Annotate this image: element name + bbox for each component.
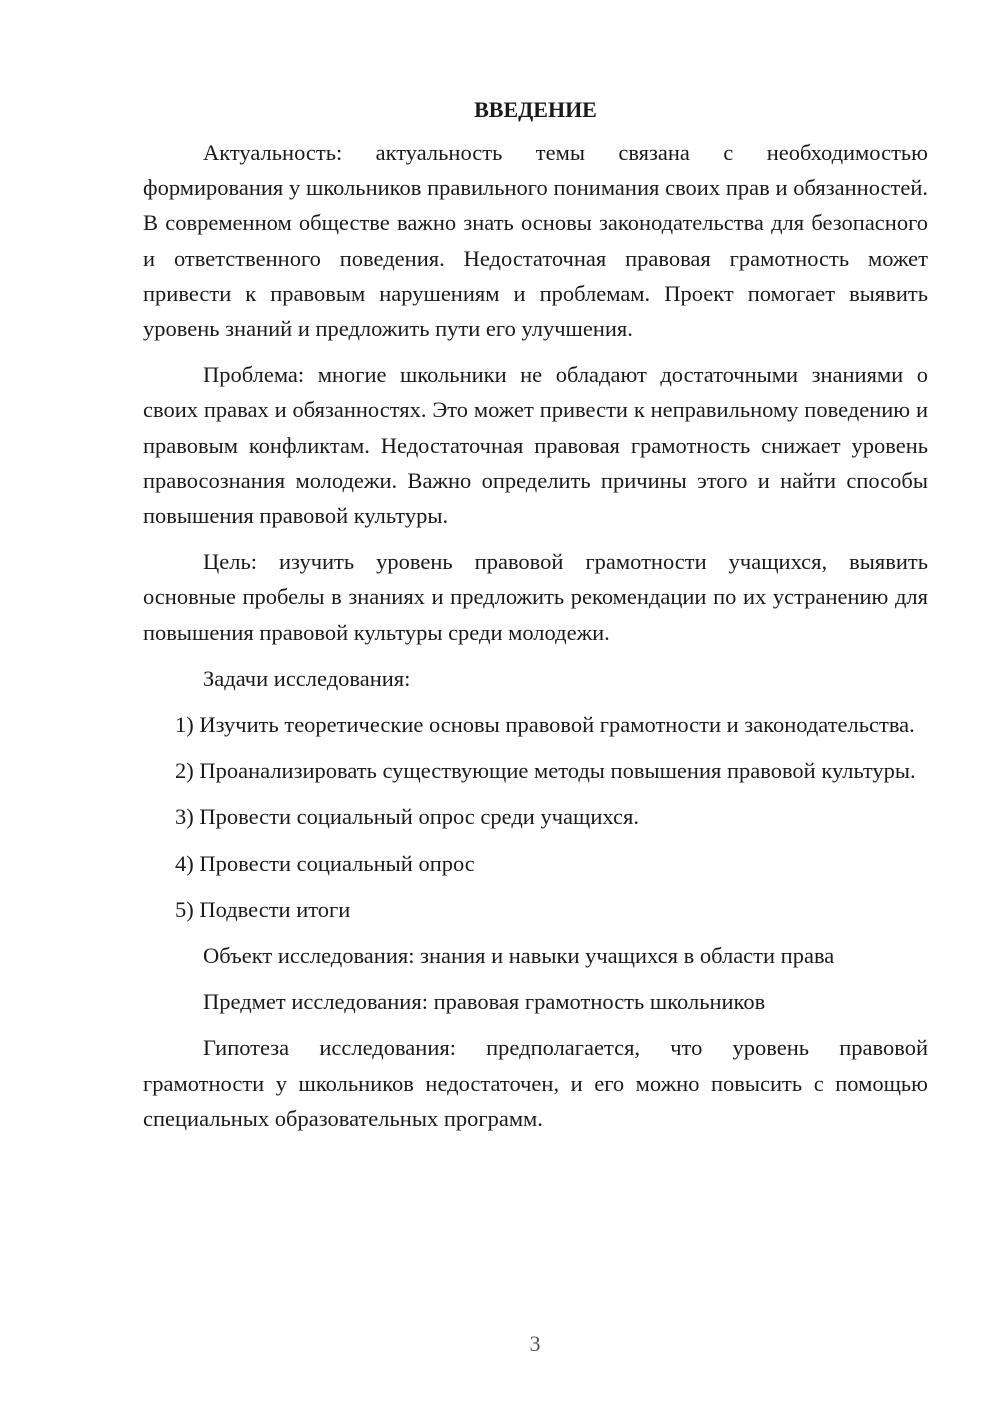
task-item-5: 5) Подвести итоги — [175, 896, 351, 922]
task-item-1: 1) Изучить теоретические основы правовой грамотности и законодательства. — [175, 712, 915, 738]
section-title: ВВЕДЕНИЕ — [474, 97, 597, 122]
task-item-4: 4) Провести социальный опрос — [175, 850, 475, 876]
research-subject: Предмет исследования: правовая грамотность школьников — [203, 989, 766, 1015]
task-item-2: 2) Проанализировать существующие методы повышения правовой культуры. — [175, 758, 916, 784]
research-object: Объект исследования: знания и навыки учащихся в области права — [203, 943, 835, 969]
tasks-heading: Задачи исследования: — [203, 665, 411, 691]
goal-paragraph: Цель: изучить уровень правовой грамотности учащихся, выявить основные пробелы в знаниях и предложить рекомендации по их устранению для повышения правовой культуры среди молодежи. — [143, 549, 928, 645]
problem-paragraph: Проблема: многие школьники не обладают достаточными знаниями о своих правах и обязанностях. Это может привести к неправильному поведению и правовым конфликтам. Недостаточная правовая грамотность снижает уровень правосознания молодежи. Важно определить причины этого и найти способы повышения правовой культуры. — [143, 362, 928, 529]
document-page — [143, 90, 928, 1147]
task-item-3: 3) Провести социальный опрос среди учащихся. — [175, 804, 639, 830]
relevance-paragraph: Актуальность: актуальность темы связана с необходимостью формирования у школьников правильного понимания своих прав и обязанностей. В современном обществе важно знать основы законодательства для безопасного и ответственного поведения. Недостаточная правовая грамотность может привести к правовым нарушениям и проблемам. Проект помогает выявить уровень знаний и предложить пути его улучшения. — [143, 140, 928, 342]
research-hypothesis: Гипотеза исследования: предполагается, что уровень правовой грамотности у школьников недостаточен, и его можно повысить с помощью специальных образовательных программ. — [143, 1035, 928, 1131]
page-number: 3 — [529, 1331, 541, 1356]
